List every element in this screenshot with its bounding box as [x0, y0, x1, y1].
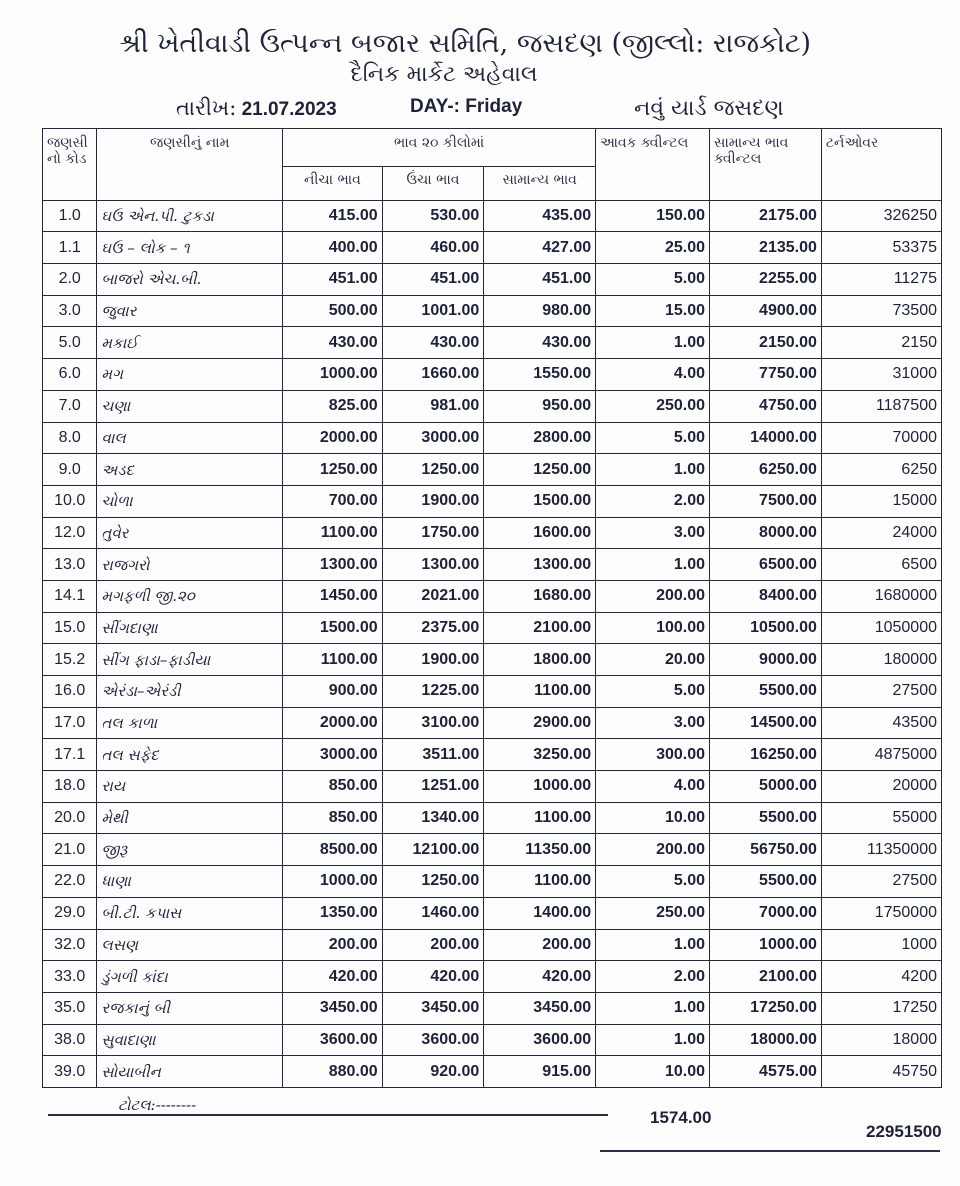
row-name: વાલ [97, 422, 283, 454]
row-code: 22.0 [43, 866, 97, 898]
col-header-price-group: ભાવ ૨૦ કીલોમાં [283, 129, 596, 167]
row-high-price: 430.00 [382, 327, 484, 359]
row-name: ચણા [97, 390, 283, 422]
row-turnover: 45750 [821, 1056, 941, 1088]
row-turnover: 55000 [821, 802, 941, 834]
row-arrival: 3.00 [596, 707, 710, 739]
row-turnover: 1680000 [821, 580, 941, 612]
date-label: તારીખ: [176, 96, 237, 120]
row-name: મગ [97, 359, 283, 391]
row-low-price: 2000.00 [283, 707, 383, 739]
row-avg-price: 3450.00 [484, 992, 596, 1024]
row-name: મગફળી જી.૨૦ [97, 580, 283, 612]
row-high-price: 530.00 [382, 200, 484, 232]
row-arrival: 1.00 [596, 929, 710, 961]
row-name: રાય [97, 771, 283, 803]
row-turnover: 1187500 [821, 390, 941, 422]
row-code: 38.0 [43, 1024, 97, 1056]
row-low-price: 3600.00 [283, 1024, 383, 1056]
row-avg-price: 1400.00 [484, 897, 596, 929]
row-code: 13.0 [43, 549, 97, 581]
row-code: 6.0 [43, 359, 97, 391]
report-day [410, 96, 522, 118]
row-avg-price: 915.00 [484, 1056, 596, 1088]
row-arrival: 1.00 [596, 992, 710, 1024]
row-arrival: 5.00 [596, 264, 710, 296]
row-name: ડુંગળી કાંદા [97, 961, 283, 993]
row-code: 12.0 [43, 517, 97, 549]
table-row [43, 390, 942, 422]
table-row [43, 992, 942, 1024]
market-price-table [42, 128, 942, 1088]
table-row [43, 232, 942, 264]
row-code: 2.0 [43, 264, 97, 296]
row-low-price: 451.00 [283, 264, 383, 296]
row-arrival: 150.00 [596, 200, 710, 232]
row-arrival: 2.00 [596, 961, 710, 993]
row-high-price: 200.00 [382, 929, 484, 961]
row-code: 21.0 [43, 834, 97, 866]
table-row [43, 1056, 942, 1088]
row-avg-price: 200.00 [484, 929, 596, 961]
row-turnover: 11350000 [821, 834, 941, 866]
table-row [43, 454, 942, 486]
row-turnover: 11275 [821, 264, 941, 296]
row-avg-price: 2900.00 [484, 707, 596, 739]
row-code: 10.0 [43, 485, 97, 517]
row-arrival: 1.00 [596, 1024, 710, 1056]
row-avg-price: 1550.00 [484, 359, 596, 391]
row-avg-price: 2800.00 [484, 422, 596, 454]
row-high-price: 3511.00 [382, 739, 484, 771]
row-arrival: 2.00 [596, 485, 710, 517]
row-avg-quintal: 5500.00 [710, 866, 822, 898]
row-turnover: 15000 [821, 485, 941, 517]
table-row [43, 739, 942, 771]
row-low-price: 1000.00 [283, 359, 383, 391]
row-arrival: 15.00 [596, 295, 710, 327]
row-avg-quintal: 7000.00 [710, 897, 822, 929]
row-avg-price: 451.00 [484, 264, 596, 296]
row-turnover: 326250 [821, 200, 941, 232]
row-turnover: 27500 [821, 866, 941, 898]
row-name: ચોળા [97, 485, 283, 517]
row-turnover: 1050000 [821, 612, 941, 644]
date-value: 21.07.2023 [241, 99, 337, 120]
row-avg-price: 420.00 [484, 961, 596, 993]
row-avg-price: 427.00 [484, 232, 596, 264]
row-high-price: 451.00 [382, 264, 484, 296]
col-header-code: જણસી નો કોડ [43, 129, 97, 201]
row-low-price: 500.00 [283, 295, 383, 327]
report-title: શ્રી ખેતીવાડી ઉત્પન્ન બજાર સમિતિ, જસદણ (જીલ્લો: રાજકોટ) [118, 28, 812, 59]
row-name: તલ સફેદ [97, 739, 283, 771]
row-avg-quintal: 7500.00 [710, 485, 822, 517]
table-row [43, 1024, 942, 1056]
row-turnover: 1000 [821, 929, 941, 961]
row-turnover: 18000 [821, 1024, 941, 1056]
row-avg-price: 3250.00 [484, 739, 596, 771]
total-turnover: 22951500 [866, 1122, 942, 1141]
row-code: 16.0 [43, 676, 97, 708]
row-avg-price: 980.00 [484, 295, 596, 327]
row-avg-price: 3600.00 [484, 1024, 596, 1056]
row-low-price: 200.00 [283, 929, 383, 961]
row-high-price: 1660.00 [382, 359, 484, 391]
total-arrival: 1574.00 [650, 1108, 712, 1127]
row-avg-quintal: 5000.00 [710, 771, 822, 803]
row-low-price: 8500.00 [283, 834, 383, 866]
table-row [43, 612, 942, 644]
row-low-price: 3000.00 [283, 739, 383, 771]
row-turnover: 27500 [821, 676, 941, 708]
row-name: એરંડા–એરંડી [97, 676, 283, 708]
row-avg-price: 1000.00 [484, 771, 596, 803]
row-code: 39.0 [43, 1056, 97, 1088]
row-name: મેથી [97, 802, 283, 834]
row-avg-quintal: 10500.00 [710, 612, 822, 644]
row-high-price: 2021.00 [382, 580, 484, 612]
row-code: 18.0 [43, 771, 97, 803]
row-avg-price: 1250.00 [484, 454, 596, 486]
table-row [43, 644, 942, 676]
col-header-high: ઉંચા ભાવ [382, 166, 484, 200]
row-turnover: 31000 [821, 359, 941, 391]
table-row [43, 961, 942, 993]
row-code: 20.0 [43, 802, 97, 834]
row-avg-price: 2100.00 [484, 612, 596, 644]
row-code: 17.0 [43, 707, 97, 739]
row-avg-price: 1100.00 [484, 802, 596, 834]
row-avg-quintal: 4900.00 [710, 295, 822, 327]
row-low-price: 1250.00 [283, 454, 383, 486]
row-avg-price: 11350.00 [484, 834, 596, 866]
row-name: રાજગરો [97, 549, 283, 581]
row-low-price: 700.00 [283, 485, 383, 517]
row-code: 3.0 [43, 295, 97, 327]
table-row [43, 264, 942, 296]
row-low-price: 400.00 [283, 232, 383, 264]
table-row [43, 359, 942, 391]
row-arrival: 250.00 [596, 897, 710, 929]
row-avg-quintal: 18000.00 [710, 1024, 822, 1056]
row-avg-quintal: 5500.00 [710, 676, 822, 708]
row-avg-quintal: 16250.00 [710, 739, 822, 771]
col-header-name: જણસીનું નામ [97, 129, 283, 201]
bottom-divider [600, 1150, 940, 1152]
row-arrival: 1.00 [596, 454, 710, 486]
row-avg-price: 1100.00 [484, 676, 596, 708]
row-high-price: 1340.00 [382, 802, 484, 834]
row-arrival: 1.00 [596, 549, 710, 581]
table-row [43, 802, 942, 834]
row-avg-price: 430.00 [484, 327, 596, 359]
row-low-price: 1100.00 [283, 644, 383, 676]
report-date [176, 96, 337, 121]
row-name: રજકાનું બી [97, 992, 283, 1024]
row-turnover: 70000 [821, 422, 941, 454]
row-arrival: 200.00 [596, 580, 710, 612]
row-arrival: 25.00 [596, 232, 710, 264]
row-low-price: 880.00 [283, 1056, 383, 1088]
row-turnover: 24000 [821, 517, 941, 549]
row-avg-quintal: 2175.00 [710, 200, 822, 232]
table-row [43, 422, 942, 454]
table-row [43, 549, 942, 581]
row-arrival: 10.00 [596, 1056, 710, 1088]
row-high-price: 3600.00 [382, 1024, 484, 1056]
table-body [43, 200, 942, 1087]
totals-divider [48, 1114, 608, 1116]
day-value: Friday [465, 96, 523, 117]
row-low-price: 420.00 [283, 961, 383, 993]
row-code: 5.0 [43, 327, 97, 359]
row-turnover: 43500 [821, 707, 941, 739]
row-turnover: 4200 [821, 961, 941, 993]
row-high-price: 1250.00 [382, 866, 484, 898]
row-avg-quintal: 7750.00 [710, 359, 822, 391]
row-code: 32.0 [43, 929, 97, 961]
table-row [43, 327, 942, 359]
row-low-price: 1100.00 [283, 517, 383, 549]
row-code: 8.0 [43, 422, 97, 454]
row-name: જીરૂ [97, 834, 283, 866]
row-low-price: 430.00 [283, 327, 383, 359]
row-low-price: 2000.00 [283, 422, 383, 454]
row-high-price: 2375.00 [382, 612, 484, 644]
row-name: તુવેર [97, 517, 283, 549]
row-avg-quintal: 8400.00 [710, 580, 822, 612]
row-arrival: 5.00 [596, 676, 710, 708]
table-row [43, 897, 942, 929]
row-turnover: 1750000 [821, 897, 941, 929]
row-avg-price: 1500.00 [484, 485, 596, 517]
table-row [43, 834, 942, 866]
row-avg-price: 950.00 [484, 390, 596, 422]
row-turnover: 180000 [821, 644, 941, 676]
row-name: સોયાબીન [97, 1056, 283, 1088]
row-turnover: 17250 [821, 992, 941, 1024]
row-high-price: 12100.00 [382, 834, 484, 866]
row-avg-quintal: 14000.00 [710, 422, 822, 454]
row-high-price: 1300.00 [382, 549, 484, 581]
row-name: બાજરો એચ.બી. [97, 264, 283, 296]
row-code: 29.0 [43, 897, 97, 929]
row-low-price: 415.00 [283, 200, 383, 232]
row-high-price: 1900.00 [382, 644, 484, 676]
row-avg-price: 435.00 [484, 200, 596, 232]
row-code: 1.1 [43, 232, 97, 264]
row-arrival: 4.00 [596, 359, 710, 391]
row-arrival: 4.00 [596, 771, 710, 803]
col-header-turnover: ટર્નઓવર [821, 129, 941, 201]
row-avg-quintal: 5500.00 [710, 802, 822, 834]
table-row [43, 485, 942, 517]
row-arrival: 3.00 [596, 517, 710, 549]
row-name: બી.ટી. કપાસ [97, 897, 283, 929]
row-high-price: 1001.00 [382, 295, 484, 327]
row-avg-quintal: 2255.00 [710, 264, 822, 296]
row-code: 15.2 [43, 644, 97, 676]
row-low-price: 1000.00 [283, 866, 383, 898]
table-row [43, 707, 942, 739]
table-row [43, 580, 942, 612]
table-row [43, 295, 942, 327]
row-avg-price: 1600.00 [484, 517, 596, 549]
row-arrival: 200.00 [596, 834, 710, 866]
row-arrival: 10.00 [596, 802, 710, 834]
row-avg-quintal: 9000.00 [710, 644, 822, 676]
row-high-price: 920.00 [382, 1056, 484, 1088]
col-header-avg: સામાન્ય ભાવ [484, 166, 596, 200]
row-turnover: 20000 [821, 771, 941, 803]
row-code: 14.1 [43, 580, 97, 612]
row-arrival: 1.00 [596, 327, 710, 359]
row-high-price: 460.00 [382, 232, 484, 264]
row-low-price: 1300.00 [283, 549, 383, 581]
row-high-price: 1460.00 [382, 897, 484, 929]
row-avg-price: 1100.00 [484, 866, 596, 898]
row-arrival: 300.00 [596, 739, 710, 771]
row-name: સીંગ ફાડા–ફાડીયા [97, 644, 283, 676]
table-row [43, 200, 942, 232]
row-name: ઘઉ એન.પી. ટુકડા [97, 200, 283, 232]
row-low-price: 900.00 [283, 676, 383, 708]
table-row [43, 771, 942, 803]
row-name: અડદ [97, 454, 283, 486]
row-avg-price: 1300.00 [484, 549, 596, 581]
report-subtitle: દૈનિક માર્કેટ અહેવાલ [350, 62, 538, 87]
row-turnover: 2150 [821, 327, 941, 359]
row-high-price: 3100.00 [382, 707, 484, 739]
row-avg-quintal: 4750.00 [710, 390, 822, 422]
row-arrival: 250.00 [596, 390, 710, 422]
col-header-low: નીચા ભાવ [283, 166, 383, 200]
row-avg-price: 1680.00 [484, 580, 596, 612]
row-low-price: 3450.00 [283, 992, 383, 1024]
row-turnover: 73500 [821, 295, 941, 327]
row-avg-quintal: 2150.00 [710, 327, 822, 359]
row-high-price: 1225.00 [382, 676, 484, 708]
row-avg-quintal: 17250.00 [710, 992, 822, 1024]
row-low-price: 850.00 [283, 802, 383, 834]
row-high-price: 3450.00 [382, 992, 484, 1024]
day-label: DAY-: [410, 96, 460, 117]
row-code: 33.0 [43, 961, 97, 993]
row-arrival: 5.00 [596, 422, 710, 454]
row-low-price: 1450.00 [283, 580, 383, 612]
row-turnover: 4875000 [821, 739, 941, 771]
row-arrival: 5.00 [596, 866, 710, 898]
row-high-price: 1750.00 [382, 517, 484, 549]
col-header-arrival: આવક ક્વીન્ટલ [596, 129, 710, 201]
row-code: 17.1 [43, 739, 97, 771]
table-row [43, 676, 942, 708]
row-high-price: 420.00 [382, 961, 484, 993]
row-name: તલ કાળા [97, 707, 283, 739]
row-arrival: 20.00 [596, 644, 710, 676]
table-row [43, 929, 942, 961]
row-code: 1.0 [43, 200, 97, 232]
totals-label: ટોટલ:-------- [118, 1096, 197, 1114]
row-avg-quintal: 6250.00 [710, 454, 822, 486]
row-avg-quintal: 2135.00 [710, 232, 822, 264]
row-low-price: 1500.00 [283, 612, 383, 644]
row-high-price: 1900.00 [382, 485, 484, 517]
row-avg-quintal: 14500.00 [710, 707, 822, 739]
row-arrival: 100.00 [596, 612, 710, 644]
row-avg-price: 1800.00 [484, 644, 596, 676]
row-name: લસણ [97, 929, 283, 961]
row-low-price: 825.00 [283, 390, 383, 422]
row-name: જુવાર [97, 295, 283, 327]
row-code: 35.0 [43, 992, 97, 1024]
table-row [43, 517, 942, 549]
row-avg-quintal: 1000.00 [710, 929, 822, 961]
yard-name: નવું યાર્ડ જસદણ [634, 96, 784, 121]
row-low-price: 850.00 [283, 771, 383, 803]
row-avg-quintal: 4575.00 [710, 1056, 822, 1088]
row-avg-quintal: 8000.00 [710, 517, 822, 549]
row-code: 15.0 [43, 612, 97, 644]
row-avg-quintal: 2100.00 [710, 961, 822, 993]
row-avg-quintal: 6500.00 [710, 549, 822, 581]
col-header-avg-quintal: સામાન્ય ભાવ ક્વીન્ટલ [710, 129, 822, 201]
row-turnover: 6250 [821, 454, 941, 486]
row-turnover: 6500 [821, 549, 941, 581]
row-high-price: 1250.00 [382, 454, 484, 486]
row-name: મકાઈ [97, 327, 283, 359]
row-code: 7.0 [43, 390, 97, 422]
row-name: સુવાદાણા [97, 1024, 283, 1056]
row-high-price: 1251.00 [382, 771, 484, 803]
row-name: ધાણા [97, 866, 283, 898]
row-turnover: 53375 [821, 232, 941, 264]
row-low-price: 1350.00 [283, 897, 383, 929]
row-high-price: 3000.00 [382, 422, 484, 454]
row-code: 9.0 [43, 454, 97, 486]
table-row [43, 866, 942, 898]
row-avg-quintal: 56750.00 [710, 834, 822, 866]
row-high-price: 981.00 [382, 390, 484, 422]
row-name: સીંગદાણા [97, 612, 283, 644]
row-name: ઘઉ – લોક – ૧ [97, 232, 283, 264]
